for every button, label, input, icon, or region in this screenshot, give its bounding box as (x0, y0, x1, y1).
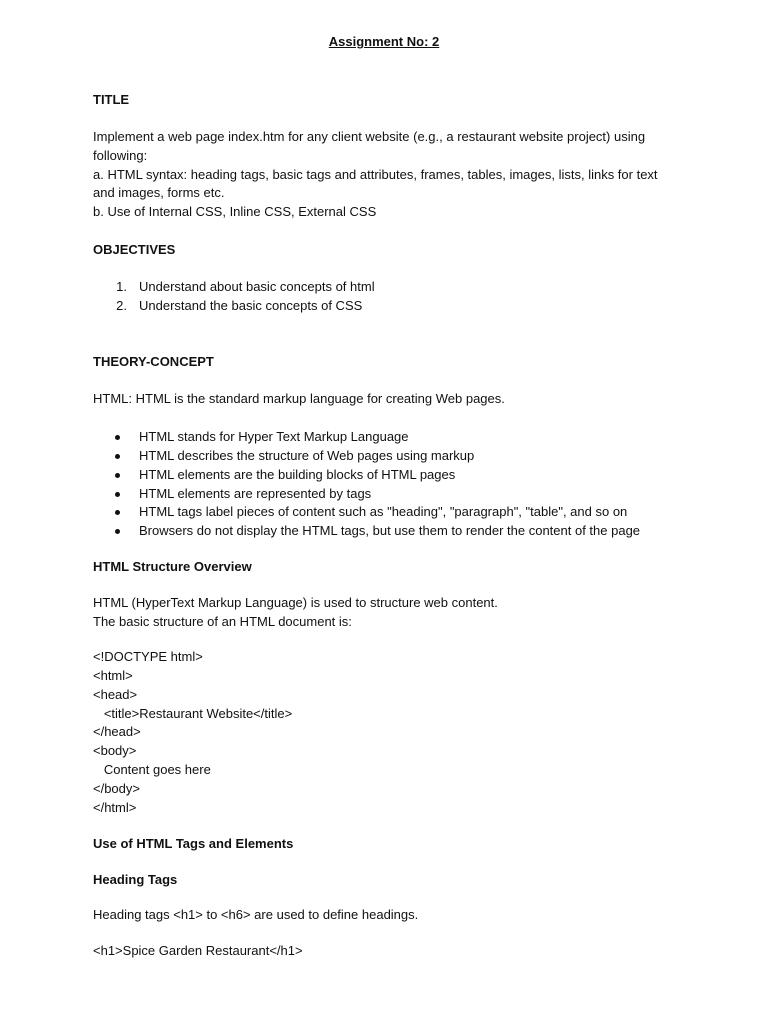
title-text-line: and images, forms etc. (93, 185, 225, 200)
bullet-text: Browsers do not display the HTML tags, but use them to render the content of the page (139, 523, 641, 538)
assignment-heading: Assignment No: 2 (328, 34, 440, 49)
title-text-line: Implement a web page index.htm for any client website (e.g., a restaurant website project) using (93, 129, 646, 144)
objectives-heading: OBJECTIVES (93, 242, 176, 257)
heading-tags-text: Heading tags <h1> to <h6> are used to define headings. (93, 907, 419, 922)
title-text-line: a. HTML syntax: heading tags, basic tags and attributes, frames, tables, images, lists, links for text (93, 167, 658, 182)
h1-example: <h1>Spice Garden Restaurant</h1> (93, 943, 303, 958)
bullet-text: HTML elements are represented by tags (139, 486, 372, 501)
objective-number: 2. (116, 298, 127, 313)
title-text-line: b. Use of Internal CSS, Inline CSS, External CSS (93, 204, 377, 219)
structure-text-line: The basic structure of an HTML document is: (93, 614, 352, 629)
bullet-icon (115, 510, 120, 515)
bullet-text: HTML stands for Hyper Text Markup Language (139, 429, 409, 444)
code-line: </head> (93, 724, 141, 739)
code-line: </body> (93, 781, 140, 796)
structure-heading: HTML Structure Overview (93, 559, 252, 574)
title-section-heading: TITLE (93, 92, 130, 107)
code-line: <title>Restaurant Website</title> (93, 706, 293, 721)
objective-text: Understand the basic concepts of CSS (139, 298, 363, 313)
bullet-icon (115, 492, 120, 497)
code-line: <html> (93, 668, 133, 683)
objective-text: Understand about basic concepts of html (139, 279, 375, 294)
code-line: <!DOCTYPE html> (93, 649, 203, 664)
title-text-line: following: (93, 148, 148, 163)
structure-text-line: HTML (HyperText Markup Language) is used to structure web content. (93, 595, 498, 610)
code-line: </html> (93, 800, 137, 815)
code-line: Content goes here (93, 762, 211, 777)
html-intro: HTML: HTML is the standard markup language for creating Web pages. (93, 391, 505, 406)
code-line: <head> (93, 687, 138, 702)
bullet-icon (115, 435, 120, 440)
heading-tags-heading: Heading Tags (93, 872, 178, 887)
theory-heading: THEORY-CONCEPT (93, 354, 214, 369)
bullet-text: HTML tags label pieces of content such as "heading", "paragraph", "table", and so on (139, 504, 628, 519)
bullet-icon (115, 454, 120, 459)
bullet-text: HTML elements are the building blocks of HTML pages (139, 467, 456, 482)
bullet-text: HTML describes the structure of Web pages using markup (139, 448, 475, 463)
bullet-icon (115, 473, 120, 478)
tags-heading: Use of HTML Tags and Elements (93, 836, 294, 851)
bullet-icon (115, 529, 120, 534)
code-line: <body> (93, 743, 137, 758)
objective-number: 1. (116, 279, 127, 294)
